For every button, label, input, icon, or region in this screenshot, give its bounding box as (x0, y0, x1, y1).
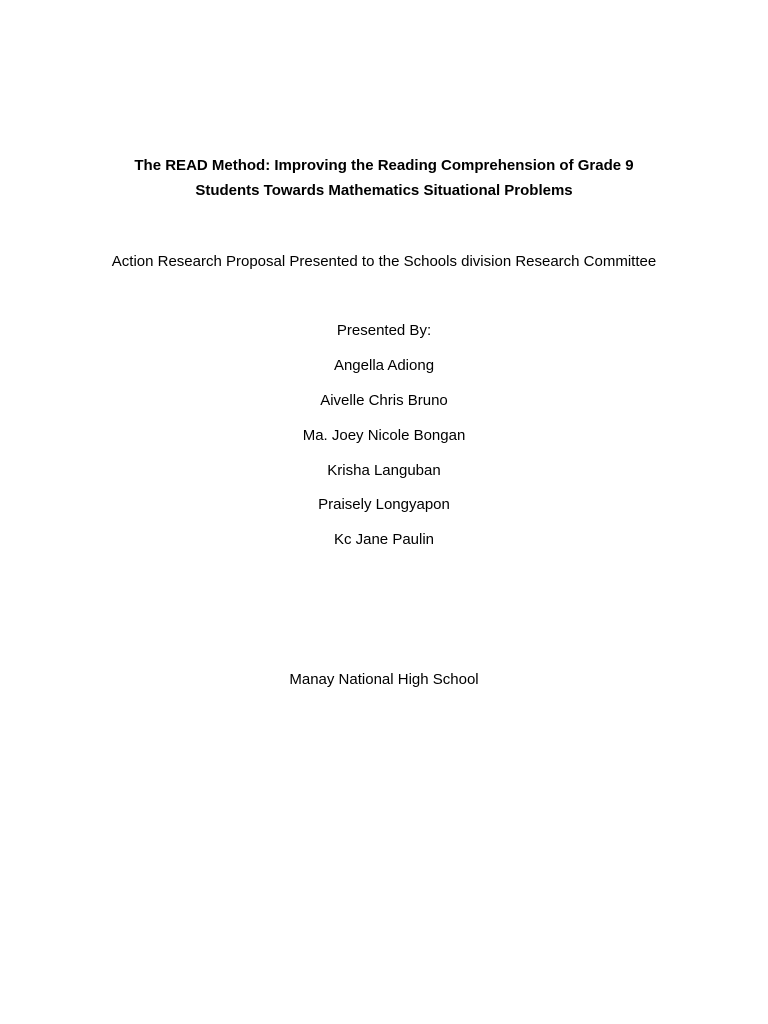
title-line-1: The READ Method: Improving the Reading Comprehension of Grade 9 (134, 157, 634, 174)
author-6: Kc Jane Paulin (333, 531, 435, 548)
school-name: Manay National High School (289, 671, 479, 688)
title-line-2: Students Towards Mathematics Situational Problems (195, 182, 573, 199)
author-5: Praisely Longyapon (318, 496, 450, 513)
author-1: Angella Adiong (333, 357, 435, 374)
subtitle: Action Research Proposal Presented to the Schools division Research Committee (111, 253, 657, 270)
author-3: Ma. Joey Nicole Bongan (302, 427, 466, 444)
author-2: Aivelle Chris Bruno (320, 392, 448, 409)
presented-by-label: Presented By: (336, 322, 432, 339)
author-4: Krisha Languban (327, 462, 441, 479)
